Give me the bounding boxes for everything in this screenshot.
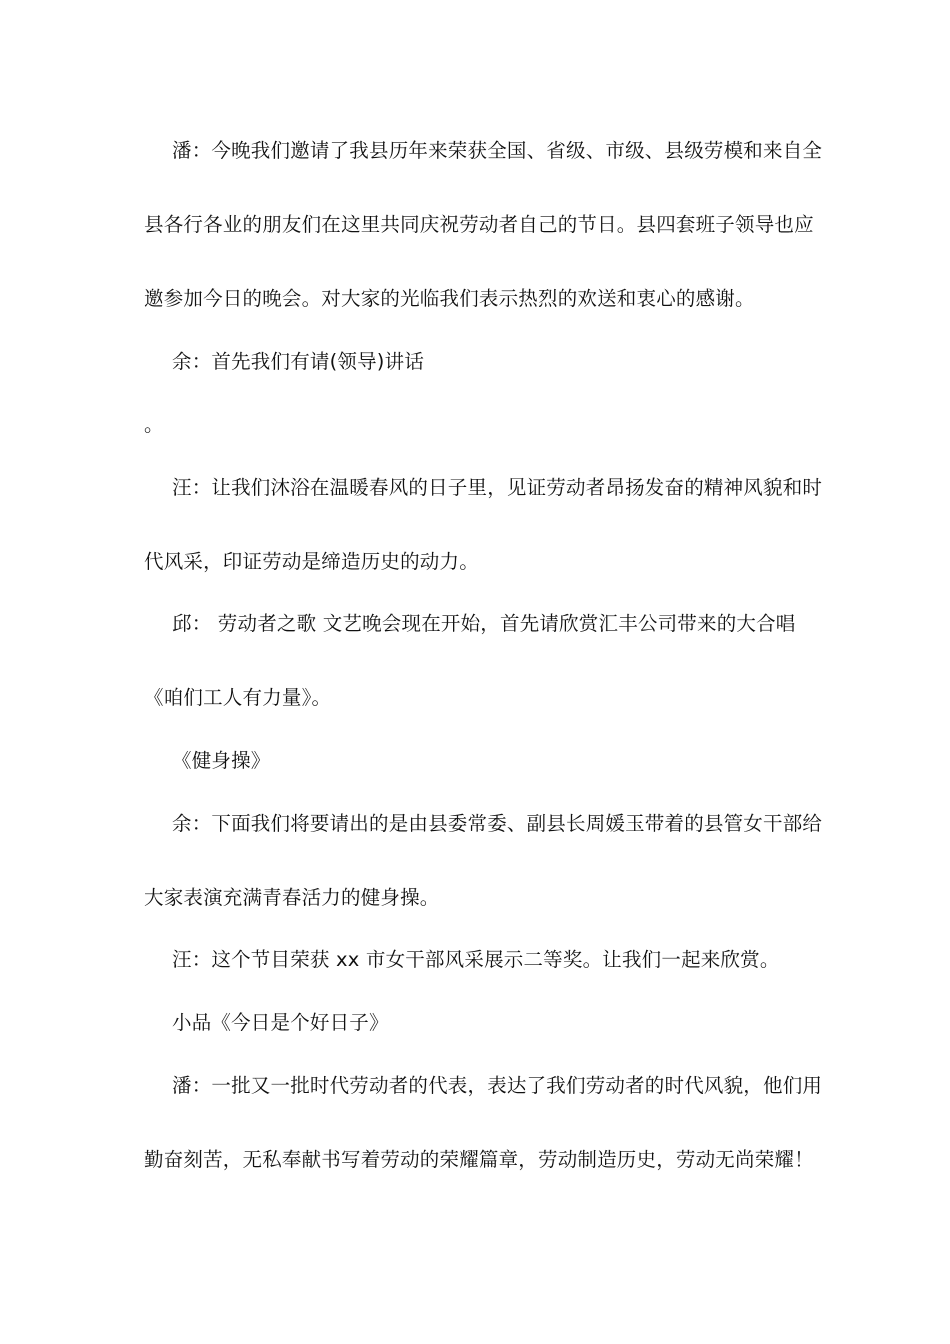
paragraph-line: 余：下面我们将要请出的是由县委常委、副县长周媛玉带着的县管女干部给 (172, 812, 823, 835)
paragraph-line: 《咱们工人有力量》。 (144, 686, 332, 709)
paragraph-line: 汪：让我们沐浴在温暖春风的日子里，见证劳动者昂扬发奋的精神风貌和时 (172, 476, 823, 499)
paragraph-line: 。 (144, 413, 164, 436)
paragraph-line: 邱： 劳动者之歌 文艺晚会现在开始，首先请欣赏汇丰公司带来的大合唱 (172, 612, 796, 635)
paragraph-line: 大家表演充满青春活力的健身操。 (144, 886, 440, 909)
paragraph-line: 县各行各业的朋友们在这里共同庆祝劳动者自己的节日。县四套班子领导也应 (144, 213, 814, 236)
paragraph-line: 潘：一批又一批时代劳动者的代表，表达了我们劳动者的时代风貌，他们用 (172, 1074, 823, 1097)
paragraph-line: 潘：今晚我们邀请了我县历年来荣获全国、省级、市级、县级劳模和来自全 (172, 139, 823, 162)
paragraph-line: 《健身操》 (172, 749, 271, 772)
paragraph-line: 余：首先我们有请(领导)讲话 (172, 350, 425, 373)
paragraph-line: 代风采，印证劳动是缔造历史的动力。 (144, 550, 479, 573)
paragraph-line: 小品《今日是个好日子》 (172, 1011, 389, 1034)
paragraph-line: 汪：这个节目荣获 xx 市女干部风采展示二等奖。让我们一起来欣赏。 (172, 948, 780, 971)
paragraph-line: 勤奋刻苦，无私奉献书写着劳动的荣耀篇章，劳动制造历史，劳动无尚荣耀！ (144, 1148, 814, 1171)
paragraph-line: 邀参加今日的晚会。对大家的光临我们表示热烈的欢送和衷心的感谢。 (144, 287, 755, 310)
